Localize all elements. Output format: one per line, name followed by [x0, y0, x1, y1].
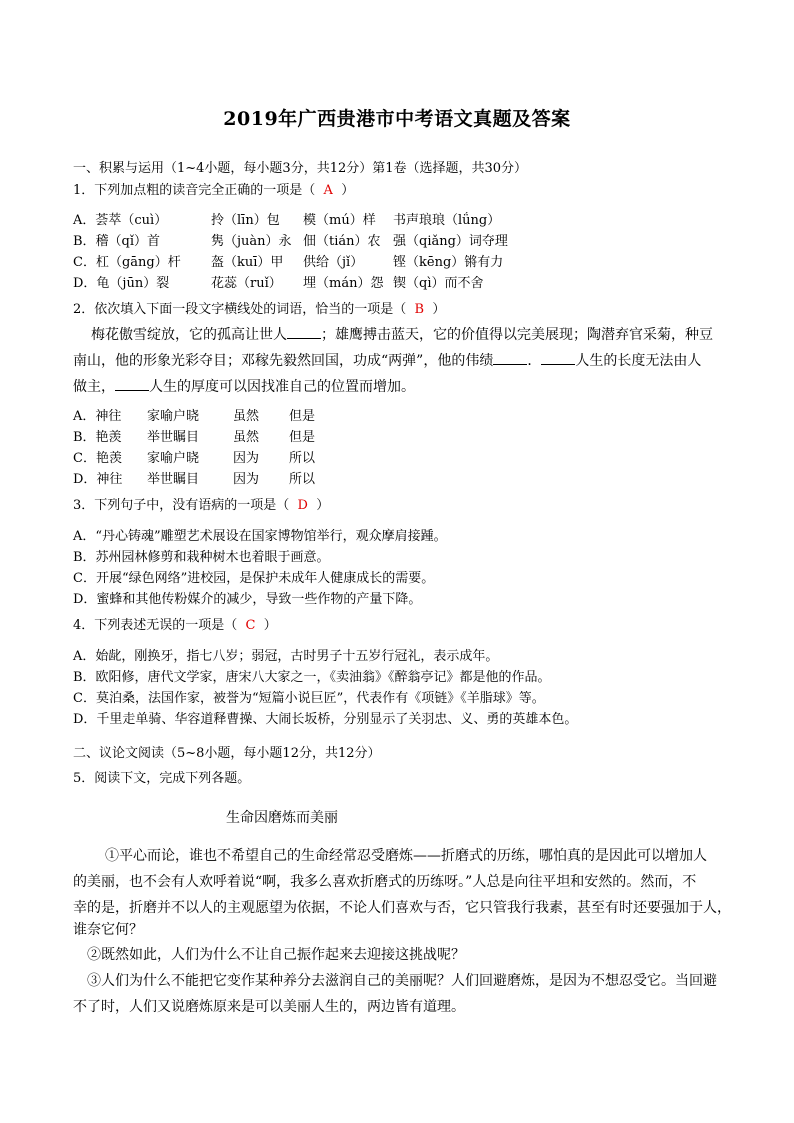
essay-paragraph-1-line2: 的美丽，也不会有人欢呼着说“啊，我多么喜欢折磨式的历练呀。”人总是向往平坦和安然的。然而，不	[73, 874, 697, 890]
q2-stem: 2．依次填入下面一段文字横线处的词语，恰当的一项是（ B ）	[73, 302, 446, 317]
blank-1	[287, 326, 321, 339]
q2-option-d: D．神往 举世瞩目 因为 所以	[73, 472, 316, 487]
q3-option-d: D．蜜蜂和其他传粉媒介的减少，导致一些作物的产量下降。	[73, 592, 422, 607]
section1-heading: 一、积累与运用（1~4小题，每小题3分，共12分）第1卷（选择题，共30分）	[73, 161, 528, 176]
q4-answer: C	[245, 618, 256, 633]
q3-option-c: C．开展“绿色网络”进校园，是保护未成年人健康成长的需要。	[73, 571, 435, 586]
q2-option-a: A．神往 家喻户晓 虽然 但是	[73, 409, 316, 424]
q1-option-c: C．杠（gāng）杆 盔（kuī）甲 供给（jǐ） 铿（kēng）锵有力	[73, 255, 504, 270]
q2-passage-line1: 梅花傲雪绽放，它的孤高让世人 ；雄鹰搏击蓝天，它的价值得以完美展现；陶潜弃官采菊，种豆	[91, 327, 713, 343]
q4-option-c: C．莫泊桑，法国作家，被誉为“短篇小说巨匠”，代表作有《项链》《羊脂球》等。	[73, 691, 545, 706]
essay-paragraph-3-line2: 不了时，人们又说磨炼原来是可以美丽人生的，两边皆有道理。	[73, 999, 465, 1015]
essay-paragraph-1-line1: ①平心而论，谁也不希望自己的生命经常忍受磨炼——折磨式的历练，哪怕真的是因此可以增加人	[105, 848, 707, 864]
q3-option-b: B．苏州园林修剪和栽种树木也着眼于画意。	[73, 550, 330, 565]
document-title: 2019年广西贵港市中考语文真题及答案	[223, 108, 571, 130]
q4-option-b: B．欧阳修，唐代文学家，唐宋八大家之一，《卖油翁》《醉翁亭记》都是他的作品。	[73, 670, 551, 685]
q1-option-a: A．荟萃（cuì） 拎（līn）包 模（mú）样 书声琅琅（lǘng）	[73, 213, 501, 228]
q3-stem: 3．下列句子中，没有语病的一项是（ D ）	[73, 498, 330, 513]
q1-answer: A	[323, 183, 333, 198]
q2-option-b: B．艳羡 举世瞩目 虽然 但是	[73, 430, 316, 445]
section2-heading: 二、议论文阅读（5~8小题，每小题12分，共12分）	[73, 746, 381, 761]
q1-option-b: B．稽（qǐ）首 隽（juàn）永 佃（tián）农 强（qiǎng）词夺理	[73, 234, 508, 249]
q3-option-a: A．“丹心铸魂”雕塑艺术展设在国家博物馆举行，观众摩肩接踵。	[73, 529, 447, 544]
q4-stem: 4．下列表述无误的一项是（ C ）	[73, 618, 277, 633]
q3-answer: D	[297, 498, 308, 513]
q1-option-d: D．龟（jūn）裂 花蕊（ruǐ） 埋（mán）怨 锲（qì）而不舍	[73, 276, 484, 291]
essay-paragraph-3-line1: ③人们为什么不能把它变作某种养分去滋润自己的美丽呢？人们回避磨炼，是因为不想忍受它。当回避	[87, 973, 717, 989]
q4-option-a: A．始龀，刚换牙，指七八岁；弱冠，古时男子十五岁行冠礼，表示成年。	[73, 649, 499, 664]
blank-3	[541, 352, 575, 365]
essay-paragraph-1-line3: 幸的是，折磨并不以人的主观愿望为依据，不论人们喜欢与否，它只管我行我素，甚至有时还要强加于人，	[73, 900, 731, 916]
q2-passage-line2: 南山，他的形象光彩夺目；邓稼先毅然回国，功成“两弹”，他的伟绩 ． 人生的长度无法由人	[73, 353, 702, 369]
blank-4	[115, 378, 149, 391]
q5-stem: 5．阅读下文，完成下列各题。	[73, 771, 251, 786]
essay-paragraph-2: ②既然如此，人们为什么不让自己振作起来去迎接这挑战呢？	[87, 947, 465, 963]
blank-2	[493, 352, 527, 365]
essay-title: 生命因磨炼而美丽	[226, 810, 338, 826]
q2-passage-line3: 做主， 人生的厚度可以因找准自己的位置而增加。	[73, 379, 415, 395]
q2-option-c: C．艳羡 家喻户晓 因为 所以	[73, 451, 316, 466]
q4-option-d: D．千里走单骑、华容道释曹操、大闹长坂桥，分别显示了关羽忠、义、勇的英雄本色。	[73, 712, 578, 727]
essay-paragraph-1-line4: 谁奈它何？	[73, 922, 143, 938]
q2-answer: B	[414, 302, 425, 317]
q1-stem: 1．下列加点粗的读音完全正确的一项是（ A ）	[73, 183, 355, 198]
